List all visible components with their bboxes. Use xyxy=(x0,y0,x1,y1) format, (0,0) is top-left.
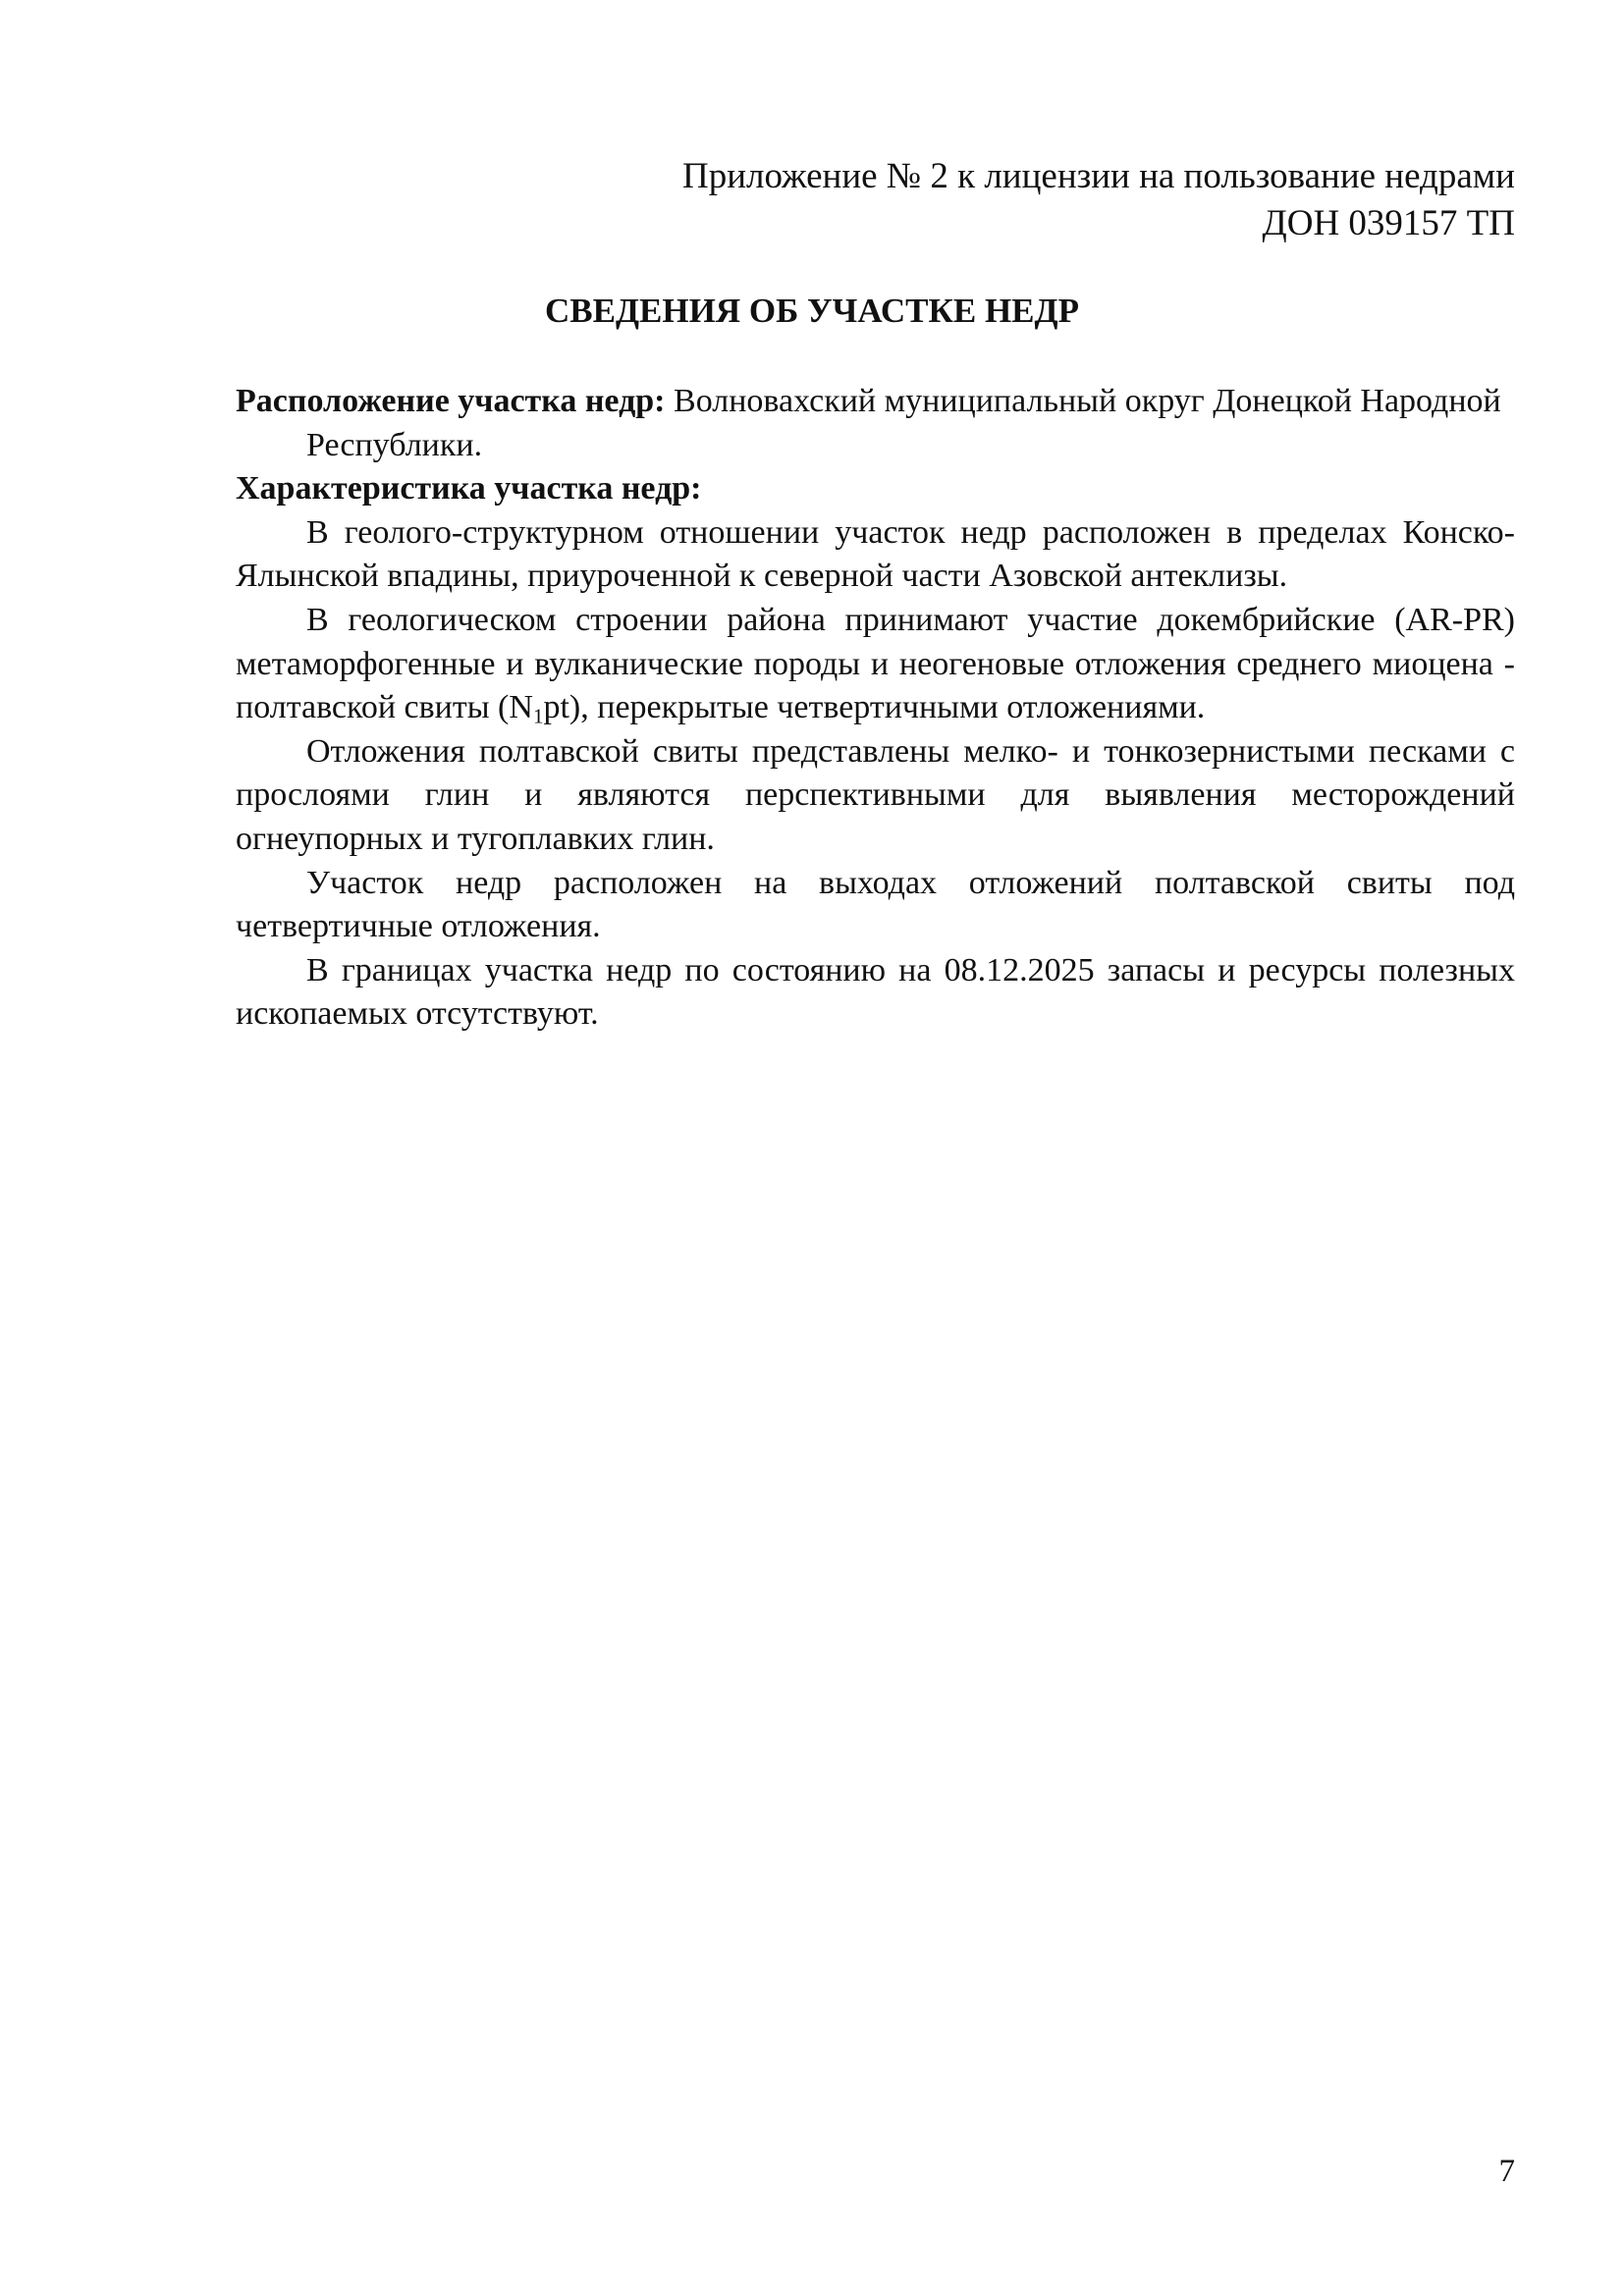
location-paragraph xyxy=(236,380,1515,467)
page-title: СВЕДЕНИЯ ОБ УЧАСТКЕ НЕДР xyxy=(544,292,1079,330)
paragraph-structure: В геолого-структурном отношении участок недр расположен в пределах Конско-Ялынской впадины, приуроченной к северной части Азовской антеклизы. xyxy=(236,513,1515,595)
paragraph-reserves: В границах участка недр по состоянию на 08.12.2025 запасы и ресурсы полезных ископаемых отсутствуют. xyxy=(236,951,1515,1033)
geology-text-end: pt), перекрытые четвертичными отложениями. xyxy=(543,689,1206,726)
location-label: Расположение участка недр: xyxy=(236,383,666,419)
license-number: ДОН 039157 ТП xyxy=(1262,203,1515,243)
paragraph-outcrops: Участок недр расположен на выходах отложений полтавской свиты под четвертичные отложения. xyxy=(236,864,1515,945)
location-value: Волновахский муниципальный округ Донецкой Народной Республики. xyxy=(306,383,1501,463)
page-number: 7 xyxy=(1498,2154,1515,2189)
geology-text-start: В геологическом строении района принимают участие докембрийские (AR-PR) метаморфогенные и вулканические породы и неогеновые отложения среднего миоцена - полтавской свиты (N xyxy=(236,601,1515,726)
characteristics-label: Характеристика участка недр: xyxy=(236,470,702,507)
license-appendix-header xyxy=(682,153,1515,247)
paragraph-deposits: Отложения полтавской свиты представлены мелко- и тонкозернистыми песками с прослоями глин и являются перспективными для выявления месторождений огнеупорных и тугоплавких глин. xyxy=(236,732,1515,857)
paragraph-geology xyxy=(236,599,1515,730)
document-body xyxy=(236,380,1515,1037)
geology-subscript: 1 xyxy=(532,704,544,728)
appendix-reference: Приложение № 2 к лицензии на пользование недрами xyxy=(681,156,1515,196)
